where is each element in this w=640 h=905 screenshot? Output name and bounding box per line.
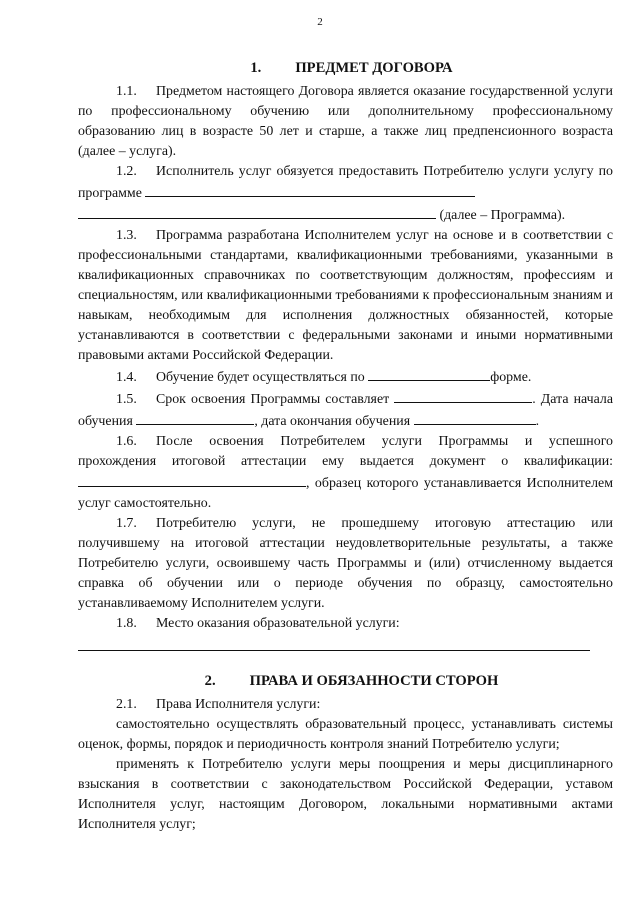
section-1-number: 1. <box>250 60 262 76</box>
program-name-blank-2 <box>78 204 436 219</box>
clause-1-2 <box>78 162 613 204</box>
clause-text: Потребителю услуги, не прошедшему итоговую аттестацию или получившему на итоговой аттестации неудовлетворительные результаты, а также Потребителю услуги, освоившему часть Программы и (или) отчисленному выдается справка об обучении или о периоде обучения по образцу, самостоятельно устанавливаемому Исполнителем услуги. <box>78 516 613 611</box>
clause-number: 1.1. <box>116 84 137 99</box>
right-paragraph-1: самостоятельно осуществлять образовательный процесс, устанавливать системы оценок, формы, порядок и периодичность контроля знаний Потребителю услуги; <box>78 717 613 752</box>
section-1-title: ПРЕДМЕТ ДОГОВОРА <box>295 60 453 76</box>
clause-1-5 <box>78 388 613 432</box>
clause-text: . Дата начала обучения <box>78 392 613 429</box>
clause-text: . <box>535 414 540 429</box>
study-form-blank <box>368 366 490 381</box>
clause-text: Права Исполнителя услуги: <box>156 697 321 712</box>
clause-text: форме. <box>490 370 532 385</box>
section-2-heading <box>90 671 613 691</box>
clause-number: 1.7. <box>116 516 137 531</box>
clause-text: Исполнитель услуг обязуется предоставить Потребителю услуги услугу по программе <box>78 164 613 201</box>
clause-number: 1.3. <box>116 228 137 243</box>
clause-1-2-cont <box>78 204 613 226</box>
section-1-heading <box>90 58 613 78</box>
clause-text: Место оказания образовательной услуги: <box>156 616 400 631</box>
clause-text: Предметом настоящего Договора является оказание государственной услуги по профессиональному обучению или дополнительному профессиональному образованию лиц в возрасте 50 лет и старше, а также лиц предпенсионного возраста (далее – услуга). <box>78 84 613 159</box>
clause-text: Обучение будет осуществляться по <box>156 370 365 385</box>
section-2-number: 2. <box>204 673 216 689</box>
qualification-document-blank <box>78 472 306 487</box>
right-paragraph-2: применять к Потребителю услуги меры поощрения и меры дисциплинарного взыскания в соответствии с законодательством Российской Федерации, уставом Исполнителя услуг, настоящим Договором, локальными нормативными актами Исполнителя услуг; <box>78 757 613 832</box>
clause-1-8 <box>78 614 613 634</box>
page-number: 2 <box>317 16 323 28</box>
clause-number: 1.4. <box>116 370 137 385</box>
clause-2-1 <box>78 695 613 715</box>
duration-blank <box>394 388 532 403</box>
clause-number: 2.1. <box>116 697 137 712</box>
clause-number: 1.8. <box>116 616 137 631</box>
clause-text: (далее – Программа). <box>439 208 566 223</box>
clause-1-7 <box>78 514 613 614</box>
clause-1-3 <box>78 226 613 366</box>
clause-number: 1.6. <box>116 434 137 449</box>
clause-text: После освоения Потребителем услуги Программы и успешного прохождения итоговой аттестации ему выдается документ о квалификации: <box>78 434 613 469</box>
clause-1-4 <box>78 366 613 388</box>
start-date-blank <box>136 410 254 425</box>
clause-text: Срок освоения Программы составляет <box>156 392 390 407</box>
clause-number: 1.5. <box>116 392 137 407</box>
clause-text: Программа разработана Исполнителем услуг на основе и в соответствии с профессиональными стандартами, квалификационными требованиями, указанными в квалификационных справочниках по соответствующим должностям, профессиям и специальностям, или квалификационными требованиями к профессиональным знаниям и навыкам, необходимым для исполнения должностных обязанностей, которые устанавливаются в соответствии с федеральными законами и иными нормативными правовыми актами Российской Федерации. <box>78 228 613 363</box>
clause-text: , образец которого устанавливается Исполнителем услуг самостоятельно. <box>78 476 613 511</box>
clause-1-1 <box>78 82 613 162</box>
document-body <box>78 58 613 835</box>
program-name-blank <box>145 182 475 197</box>
location-blank-line <box>78 634 590 651</box>
clause-number: 1.2. <box>116 164 137 179</box>
clause-text: , дата окончания обучения <box>254 414 411 429</box>
end-date-blank <box>414 410 536 425</box>
clause-1-6 <box>78 432 613 514</box>
section-2-title: ПРАВА И ОБЯЗАННОСТИ СТОРОН <box>249 673 499 689</box>
